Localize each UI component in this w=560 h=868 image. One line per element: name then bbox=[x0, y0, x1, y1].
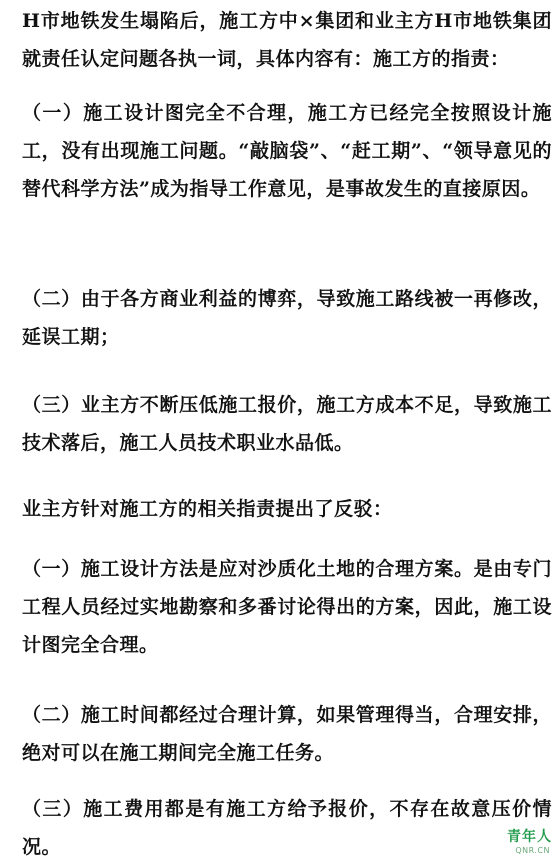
owner-intro-paragraph: 业主方针对施工方的相关指责提出了反驳： bbox=[22, 498, 393, 520]
contractor-point-2: （二）由于各方商业利益的博弈，导致施工路线被一再修改，延误工期； bbox=[22, 288, 552, 348]
owner-point-2: （二）施工时间都经过合理计算，如果管理得当，合理安排，绝对可以在施工期间完全施工任务。 bbox=[22, 704, 552, 764]
contractor-point-1: （一）施工设计图完全不合理，施工方已经完全按照设计施工，没有出现施工问题。“敲脑袋”、“赶工期”、“领导意见的替代科学方法”成为指导工作意见，是事故发生的直接原因。 bbox=[22, 102, 552, 200]
intro-paragraph: H市地铁发生塌陷后，施工方中×集团和业主方H市地铁集团就责任认定问题各执一词，具体内容有：施工方的指责： bbox=[22, 10, 552, 70]
owner-point-3: （三）施工费用都是有施工方给予报价，不存在故意压价情况。 bbox=[22, 798, 552, 858]
contractor-point-3: （三）业主方不断压低施工报价，施工方成本不足，导致施工技术落后，施工人员技术职业水品低。 bbox=[22, 394, 552, 454]
owner-point-1: （一）施工设计方法是应对沙质化土地的合理方案。是由专门工程人员经过实地勘察和多番讨论得出的方案，因此，施工设计图完全合理。 bbox=[22, 558, 552, 656]
watermark-sub-text: QNR.CN bbox=[515, 846, 550, 855]
site-watermark-logo bbox=[498, 826, 552, 862]
watermark-main-text: 青年人 bbox=[507, 829, 552, 845]
